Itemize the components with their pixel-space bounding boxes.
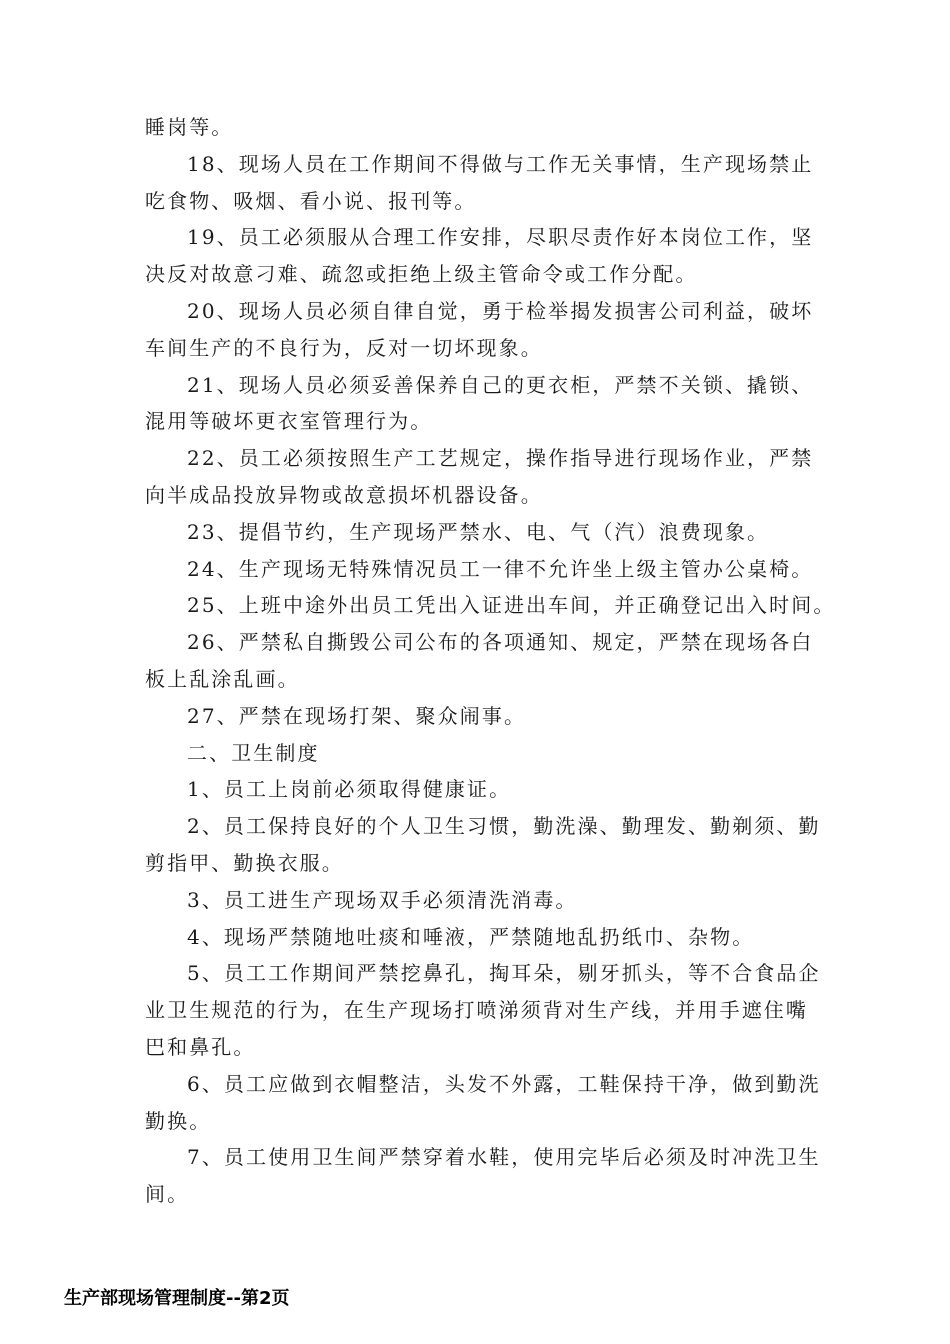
rule-19-line-1: 19、员工必须服从合理工作安排，尽职尽责作好本岗位工作，坚 — [187, 225, 814, 250]
hygiene-rule-7-line-1: 7、员工使用卫生间严禁穿着水鞋，使用完毕后必须及时冲洗卫生 — [187, 1145, 821, 1170]
rule-21-line-1: 21、现场人员必须妥善保养自己的更衣柜，严禁不关锁、撬锁、 — [187, 372, 814, 397]
hygiene-rule-5-line-1: 5、员工工作期间严禁挖鼻孔，掏耳朵，剔牙抓头，等不合食品企 — [187, 961, 821, 986]
hygiene-rule-2-line-2: 剪指甲、勤换衣服。 — [145, 850, 344, 875]
page-footer: 生产部现场管理制度--第2页 — [64, 1288, 290, 1309]
hygiene-rule-6-line-2: 勤换。 — [145, 1108, 212, 1133]
text-line: 睡岗等。 — [145, 115, 234, 139]
rule-26-line-1: 26、严禁私自撕毁公司公布的各项通知、规定，严禁在现场各白 — [187, 630, 814, 655]
hygiene-rule-1: 1、员工上岗前必须取得健康证。 — [187, 777, 512, 802]
hygiene-rule-2-line-1: 2、员工保持良好的个人卫生习惯，勤洗澡、勤理发、勤剃须、勤 — [187, 814, 821, 839]
hygiene-rule-7-line-2: 间。 — [145, 1182, 190, 1207]
rule-21-line-2: 混用等破坏更衣室管理行为。 — [145, 409, 433, 434]
rule-20-line-2: 车间生产的不良行为，反对一切坏现象。 — [145, 335, 543, 360]
rule-24: 24、生产现场无特殊情况员工一律不允许坐上级主管办公桌椅。 — [187, 556, 814, 581]
rule-18-line-1: 18、现场人员在工作期间不得做与工作无关事情，生产现场禁止 — [187, 151, 814, 176]
rule-22-line-2: 向半成品投放异物或故意损坏机器设备。 — [145, 482, 543, 507]
hygiene-rule-3: 3、员工进生产现场双手必须清洗消毒。 — [187, 887, 578, 912]
hygiene-rule-5-line-3: 巴和鼻孔。 — [145, 1034, 256, 1059]
hygiene-rule-5-line-2: 业卫生规范的行为，在生产现场打喷涕须背对生产线，并用手遮住嘴 — [145, 998, 808, 1023]
rule-18-line-2: 吃食物、吸烟、看小说、报刊等。 — [145, 188, 477, 213]
hygiene-rule-6-line-1: 6、员工应做到衣帽整洁，头发不外露，工鞋保持干净，做到勤洗 — [187, 1071, 821, 1096]
section-heading-hygiene: 二、卫生制度 — [187, 740, 320, 765]
document-body — [145, 109, 836, 1213]
rule-25: 25、上班中途外出员工凭出入证进出车间，并正确登记出入时间。 — [187, 593, 836, 618]
rule-20-line-1: 20、现场人员必须自律自觉，勇于检举揭发损害公司利益，破坏 — [187, 298, 814, 323]
rule-22-line-1: 22、员工必须按照生产工艺规定，操作指导进行现场作业，严禁 — [187, 446, 814, 471]
rule-26-line-2: 板上乱涂乱画。 — [145, 666, 300, 691]
hygiene-rule-4: 4、现场严禁随地吐痰和唾液，严禁随地乱扔纸巾、杂物。 — [187, 924, 755, 949]
rule-19-line-2: 决反对故意刁难、疏忽或拒绝上级主管命令或工作分配。 — [145, 262, 698, 287]
rule-23: 23、提倡节约，生产现场严禁水、电、气（汽）浪费现象。 — [187, 519, 770, 544]
rule-27: 27、严禁在现场打架、聚众闹事。 — [187, 703, 527, 728]
